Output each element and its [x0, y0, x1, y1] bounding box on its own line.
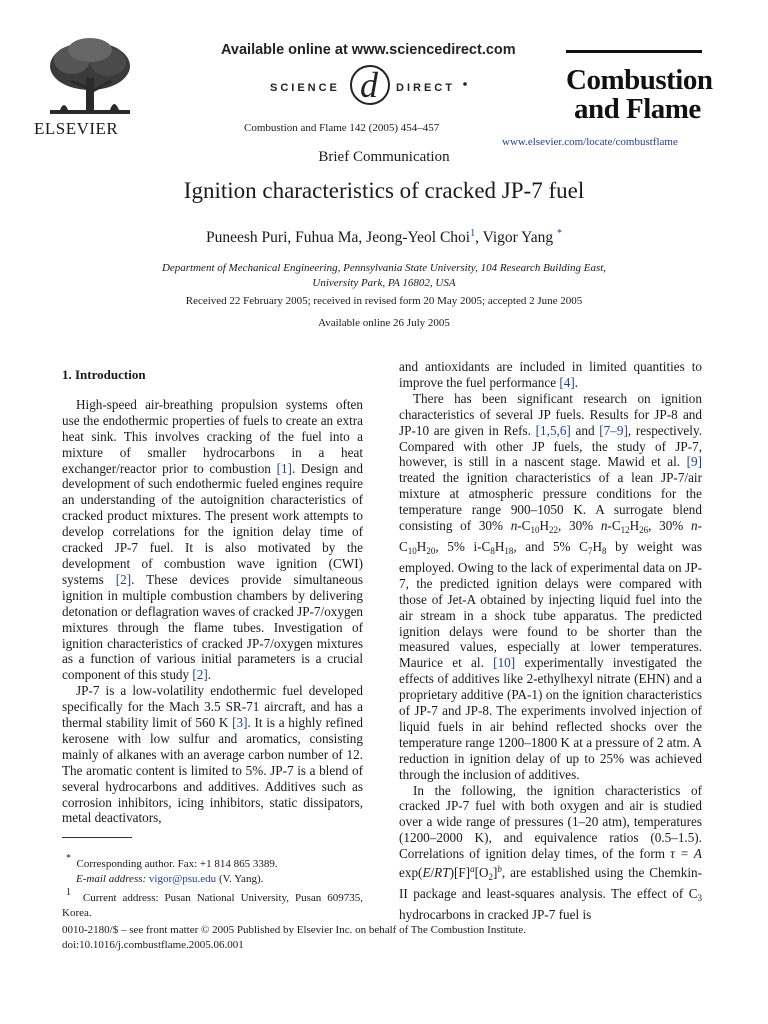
footnote-address	[62, 886, 363, 920]
footnotes	[62, 852, 363, 920]
sd-logo-left: SCIENCE	[270, 82, 340, 94]
paragraph	[399, 783, 702, 923]
formula-sub: 2	[488, 872, 493, 883]
footnote-text: Current address: Pusan National University, Pusan 609735, Korea.	[62, 892, 363, 919]
text-run: There has been significant research on ignition characteristics of several JP fuels. Results for JP-8 and JP-10 are given in Refs.	[399, 390, 702, 438]
footnote-mark: 1	[66, 887, 71, 898]
formula-part: )[F]	[449, 865, 471, 881]
available-online-banner: Available online at www.sciencedirect.com	[221, 42, 516, 58]
footnote-rule	[62, 837, 132, 838]
chem-sub: 22	[549, 525, 558, 536]
citation-link[interactable]: [2]	[192, 667, 208, 683]
text-run: by weight was employed. Owing to the lack of experimental data on JP-7, the predicted ignition delays were compared with those of Jet-A obtained by injecting liquid fuel into the air stream in a shock tube apparatus. The predicted ignition delays were found to be shorter than the measured values, especially at lower temperatures. Maurice et al.	[399, 538, 703, 671]
email-link[interactable]: vigor@psu.edu	[148, 872, 217, 885]
text-run: .	[207, 667, 212, 683]
affiliation-line2: University Park, PA 16802, USA	[312, 277, 456, 289]
text-run: High-speed air-breathing propulsion systems often use the endothermic properties of fuels to create an extra heat sink. This involves cracking of the fuel into a mixture of smaller hydrocarbons in a heat exchanger/reactor prior to combustion	[62, 396, 363, 476]
text-run: . It is a highly refined kerosene with low sulfur and aromatics, consisting mainly of alkanes with an average carbon number of 12. The aromatic content is limited to 5%. JP-7 is a blend of several hydrocarbons and additives. Additives such as corrosion inhibitors, icing inhibitors, static dissipators, metal deactivators,	[62, 715, 363, 826]
chem-text: -C	[399, 518, 702, 554]
chem-sub: 12	[620, 525, 630, 536]
text-run: JP-7 is a low-volatility endothermic fuel developed specifically for the Mach 3.5 SR-71 aircraft, and has a thermal stability limit of 560 K	[62, 683, 363, 731]
formula-exponent: a	[470, 864, 475, 875]
text-run: and antioxidants are included in limited quantities to improve the fuel performance	[399, 359, 702, 390]
article-title: Ignition characteristics of cracked JP-7 fuel	[183, 178, 585, 203]
chem-sub: 20	[426, 545, 436, 556]
author-list	[0, 228, 768, 247]
chem-text: H	[539, 518, 549, 534]
footnote-text: (V. Yang).	[216, 872, 264, 885]
citation-link[interactable]: [2]	[115, 571, 132, 587]
paragraph	[399, 359, 702, 391]
journal-citation: Combustion and Flame 142 (2005) 454–457	[244, 122, 440, 134]
chem-sub: 8	[602, 545, 607, 556]
formula-part: /	[430, 865, 435, 881]
chem-sub: 7	[587, 545, 593, 556]
footnote-text: Corresponding author. Fax: +1 814 865 3389.	[76, 858, 278, 870]
chem-sub: 18	[504, 545, 514, 556]
citation-link[interactable]: [4]	[559, 374, 575, 390]
chem-italic: n	[510, 518, 518, 534]
chem-text: , 30%	[648, 518, 691, 534]
formula-part: [O	[474, 865, 489, 881]
text-run: In the following, the ignition characteristics of cracked JP-7 fuel with both oxygen and air is studied over a wide range of pressures (1–20 atm), temperatures (1200–2000 K), and equivalence ratios (0.5–1.5). Correlations of ignition delay times, of the form	[399, 782, 702, 862]
sd-logo-right: DIRECT	[396, 82, 455, 94]
text-run: . Design and development of such endothermic fueled engines require an understanding of the autoignition characteristics of cracked product mixtures. The present work attempts to develop correlations for the ignition delay time of cracked JP-7 fuel. It is also motivated by the development of combustion wave ignition (CWI) systems	[62, 460, 363, 587]
text-run: and	[570, 422, 600, 438]
history-dates: Received 22 February 2005; received in revised form 20 May 2005; accepted 2 June 2005	[185, 295, 583, 307]
text-run: , are established using the Chemkin-II package and least-squares analysis. The effect of C	[399, 865, 702, 901]
chem-text: H	[629, 518, 640, 534]
chem-text: -C	[517, 518, 531, 534]
formula-part: RT	[434, 865, 450, 881]
citation-link[interactable]: [9]	[686, 454, 702, 470]
text-run: treated the ignition characteristics of a lean JP-7/air mixture at atmospheric pressure conditions for the temperature range 900–1050 K. A surrogate blend consisting of 30%	[399, 470, 702, 534]
text-run: . These devices provide simultaneous ignition in multiple combustion chambers by delivering detonation or deflagration waves of cracked JP-7/oxygen mixtures through the flame tubes. Investigation of ignition characteristics of cracked JP-7/oxygen mixtures as a function of various initial parameters is a crucial component of this study	[62, 571, 364, 683]
chem-text: -C	[607, 518, 621, 534]
text-run: .	[574, 374, 579, 390]
citation-link[interactable]: [3]	[232, 715, 248, 731]
chem-text: H	[416, 538, 427, 554]
text-run: experimentally investigated the effects of additives like 2-ethylhexyl nitrate (EHN) and a proprietary additive (PA-1) on the ignition characteristics of JP-7 and JP-8. The experiments involved injection of liquid fuels in air behind reflected shocks over the temperature range 1200–1800 K at a pressure of 2 atm. A reduction in ignition delay of up to 25% was achieved through the inclusion of additives.	[399, 655, 702, 782]
chem-text: , 30%	[558, 518, 601, 534]
journal-url-link[interactable]: www.elsevier.com/locate/combustflame	[502, 136, 678, 148]
citation-link[interactable]: [7–9]	[599, 422, 628, 438]
journal-name-line1: Combustion	[566, 64, 713, 96]
journal-title-rule	[566, 50, 702, 53]
front-matter-footer	[62, 923, 526, 952]
chem-text: , and 5% C	[513, 538, 588, 554]
affiliation-line1: Department of Mechanical Engineering, Pennsylvania State University, 104 Research Building East,	[161, 262, 607, 274]
chem-sub: 26	[639, 525, 649, 536]
formula-part: E	[422, 865, 431, 881]
text-run: , respectively. Compared with other JP fuels, the study of JP-7, however, is still in a nascent stage. Mawid et al.	[399, 422, 702, 470]
publisher-logo-text: ELSEVIER	[34, 119, 119, 138]
formula-exponent: b	[497, 864, 502, 875]
footnote-mark: *	[66, 853, 71, 864]
email-label: E-mail address:	[76, 872, 147, 885]
sd-logo-mark: d	[360, 65, 378, 105]
authors-part2: , Vigor Yang	[475, 229, 554, 246]
copyright-line: 0010-2180/$ – see front matter © 2005 Published by Elsevier Inc. on behalf of The Combustion Institute.	[62, 924, 526, 936]
chem-sub: 3	[697, 893, 702, 903]
doi-line: doi:10.1016/j.combustflame.2005.06.001	[62, 938, 244, 951]
journal-name-line2: and Flame	[574, 93, 701, 125]
footnote-mark-1[interactable]: 1	[470, 228, 476, 239]
chem-italic: n	[600, 518, 608, 534]
citation-link[interactable]: [1,5,6]	[535, 422, 571, 438]
chem-sub: 10	[407, 545, 417, 556]
citation-link[interactable]: [1]	[276, 460, 292, 476]
chem-italic: n	[690, 518, 698, 534]
footnote-corresponding	[62, 852, 363, 872]
chem-text: , 5% i-C	[435, 538, 491, 554]
formula-part: ]	[493, 865, 498, 881]
chem-sub: 10	[530, 525, 540, 536]
text-run: hydrocarbons in cracked JP-7 fuel is	[399, 906, 592, 922]
paragraph	[62, 397, 363, 683]
right-column	[399, 359, 702, 923]
paragraph	[62, 683, 363, 826]
chem-text: H	[592, 538, 603, 554]
chem-text: H	[494, 538, 505, 554]
citation-link[interactable]: [10]	[493, 655, 516, 671]
corresponding-author-mark[interactable]: *	[557, 228, 562, 239]
section-heading: 1. Introduction	[62, 367, 146, 382]
chem-sub: 8	[490, 545, 495, 556]
article-type: Brief Communication	[318, 149, 450, 165]
footnote-email	[62, 872, 363, 887]
sciencedirect-logo	[270, 62, 475, 107]
left-column	[62, 367, 363, 826]
authors-part1: Puneesh Puri, Fuhua Ma, Jeong-Yeol Choi	[206, 229, 471, 246]
available-online-date: Available online 26 July 2005	[318, 317, 450, 329]
paragraph	[399, 391, 702, 783]
formula-part: τ = A	[670, 846, 702, 862]
formula-part: exp(	[399, 865, 423, 881]
